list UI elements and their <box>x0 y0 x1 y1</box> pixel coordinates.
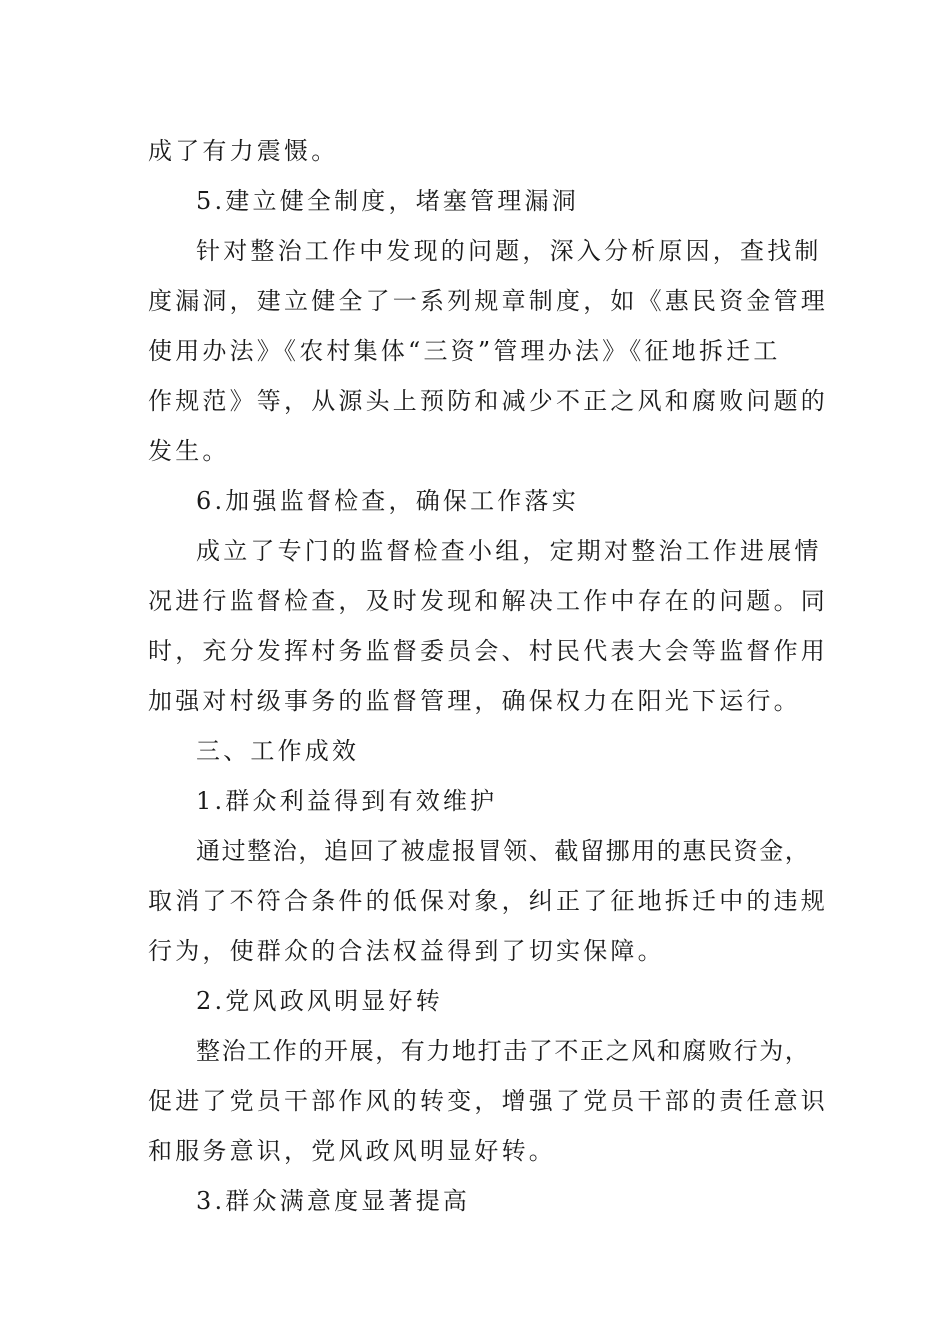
paragraph-line: 况进行监督检查，及时发现和解决工作中存在的问题。同 <box>148 587 828 615</box>
section-heading-6: 6.加强监督检查，确保工作落实 <box>196 487 579 515</box>
section-heading-1: 1.群众利益得到有效维护 <box>196 787 498 815</box>
paragraph-line: 使用办法》《农村集体“三资”管理办法》《征地拆迁工 <box>148 337 781 365</box>
paragraph-line: 成立了专门的监督检查小组，定期对整治工作进展情 <box>196 537 822 565</box>
paragraph-line: 作规范》等，从源头上预防和减少不正之风和腐败问题的 <box>148 387 828 415</box>
section-heading-3: 3.群众满意度显著提高 <box>196 1187 471 1215</box>
paragraph-line: 通过整治，追回了被虚报冒领、截留挪用的惠民资金， <box>196 837 811 865</box>
paragraph-line: 针对整治工作中发现的问题，深入分析原因，查找制 <box>196 237 822 265</box>
paragraph-line: 取消了不符合条件的低保对象，纠正了征地拆迁中的违规 <box>148 887 828 915</box>
paragraph-line: 行为，使群众的合法权益得到了切实保障。 <box>148 937 665 965</box>
paragraph-line: 整治工作的开展，有力地打击了不正之风和腐败行为， <box>196 1037 811 1065</box>
paragraph-line: 发生。 <box>148 437 230 465</box>
paragraph-line: 加强对村级事务的监督管理，确保权力在阳光下运行。 <box>148 687 801 715</box>
paragraph-line: 时，充分发挥村务监督委员会、村民代表大会等监督作用 <box>148 637 828 665</box>
paragraph-line: 度漏洞，建立健全了一系列规章制度，如《惠民资金管理 <box>148 287 828 315</box>
chapter-heading-3: 三、工作成效 <box>196 737 360 765</box>
section-heading-5: 5.建立健全制度，堵塞管理漏洞 <box>196 187 579 215</box>
section-heading-2: 2.党风政风明显好转 <box>196 987 443 1015</box>
paragraph-continuation: 成了有力震慑。 <box>148 137 339 165</box>
paragraph-line: 促进了党员干部作风的转变，增强了党员干部的责任意识 <box>148 1087 828 1115</box>
paragraph-line: 和服务意识，党风政风明显好转。 <box>148 1137 556 1165</box>
